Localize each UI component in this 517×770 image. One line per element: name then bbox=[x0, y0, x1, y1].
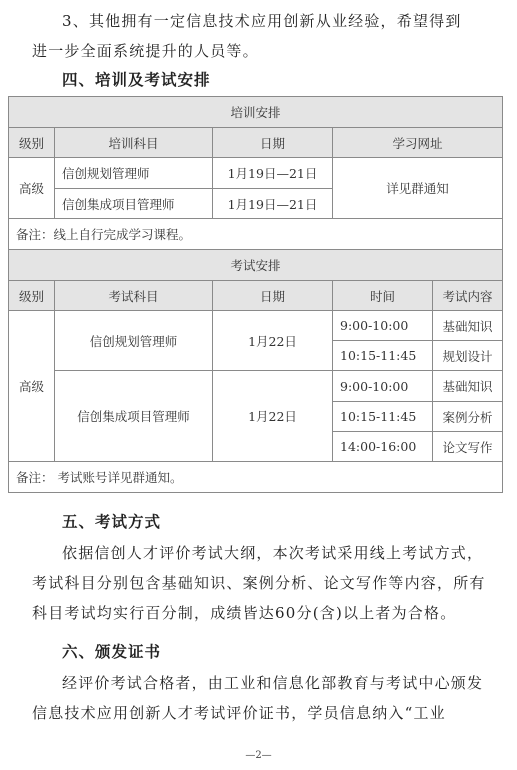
training-header-subject: 培训科目 bbox=[55, 128, 213, 158]
training-title: 培训安排 bbox=[9, 97, 503, 128]
intro-line-1: 3、其他拥有一定信息技术应用创新从业经验，希望得到 bbox=[62, 12, 462, 30]
exam-title: 考试安排 bbox=[9, 250, 503, 281]
training-date: 1月19日—21日 bbox=[213, 189, 333, 219]
exam-time: 9:00-10:00 bbox=[333, 371, 433, 402]
exam-date: 1月22日 bbox=[213, 311, 333, 371]
training-subject: 信创集成项目管理师 bbox=[55, 189, 213, 219]
training-level: 高级 bbox=[9, 158, 55, 219]
exam-header-date: 日期 bbox=[213, 281, 333, 311]
exam-header-content: 考试内容 bbox=[433, 281, 503, 311]
section5-heading: 五、考试方式 bbox=[62, 513, 162, 531]
exam-content: 论文写作 bbox=[433, 432, 503, 462]
section4-heading: 四、培训及考试安排 bbox=[62, 71, 211, 89]
exam-time: 10:15-11:45 bbox=[333, 402, 433, 432]
exam-content: 基础知识 bbox=[433, 311, 503, 341]
section5-text: 依据信创人才评价考试大纲，本次考试采用线上考试方式，考试科目分别包含基础知识、案例分析、论文写作等内容，所有科目考试均实行百分制，成绩皆达60分(含)以上者为合格。 bbox=[32, 544, 486, 622]
exam-note: 备注： 考试账号详见群通知。 bbox=[9, 462, 503, 493]
exam-time: 14:00-16:00 bbox=[333, 432, 433, 462]
exam-header-subject: 考试科目 bbox=[55, 281, 213, 311]
training-subject: 信创规划管理师 bbox=[55, 158, 213, 189]
exam-level: 高级 bbox=[9, 311, 55, 462]
intro-line-2: 进一步全面系统提升的人员等。 bbox=[32, 42, 259, 60]
section6-heading: 六、颁发证书 bbox=[62, 643, 162, 661]
exam-header-time: 时间 bbox=[333, 281, 433, 311]
training-header-date: 日期 bbox=[213, 128, 333, 158]
training-date: 1月19日—21日 bbox=[213, 158, 333, 189]
training-header-level: 级别 bbox=[9, 128, 55, 158]
exam-subject: 信创集成项目管理师 bbox=[55, 371, 213, 462]
training-header-url: 学习网址 bbox=[333, 128, 503, 158]
exam-date: 1月22日 bbox=[213, 371, 333, 462]
exam-subject: 信创规划管理师 bbox=[55, 311, 213, 371]
exam-time: 9:00-10:00 bbox=[333, 311, 433, 341]
exam-header-level: 级别 bbox=[9, 281, 55, 311]
exam-table bbox=[8, 249, 503, 493]
training-url: 详见群通知 bbox=[333, 158, 503, 219]
page-number: —2— bbox=[245, 750, 272, 761]
section6-text: 经评价考试合格者，由工业和信息化部教育与考试中心颁发信息技术应用创新人才考试评价证书，学员信息纳入“工业 bbox=[32, 674, 484, 722]
exam-content: 基础知识 bbox=[433, 371, 503, 402]
exam-time: 10:15-11:45 bbox=[333, 341, 433, 371]
training-note: 备注：线上自行完成学习课程。 bbox=[9, 219, 503, 250]
training-table bbox=[8, 96, 503, 250]
exam-content: 规划设计 bbox=[433, 341, 503, 371]
exam-content: 案例分析 bbox=[433, 402, 503, 432]
